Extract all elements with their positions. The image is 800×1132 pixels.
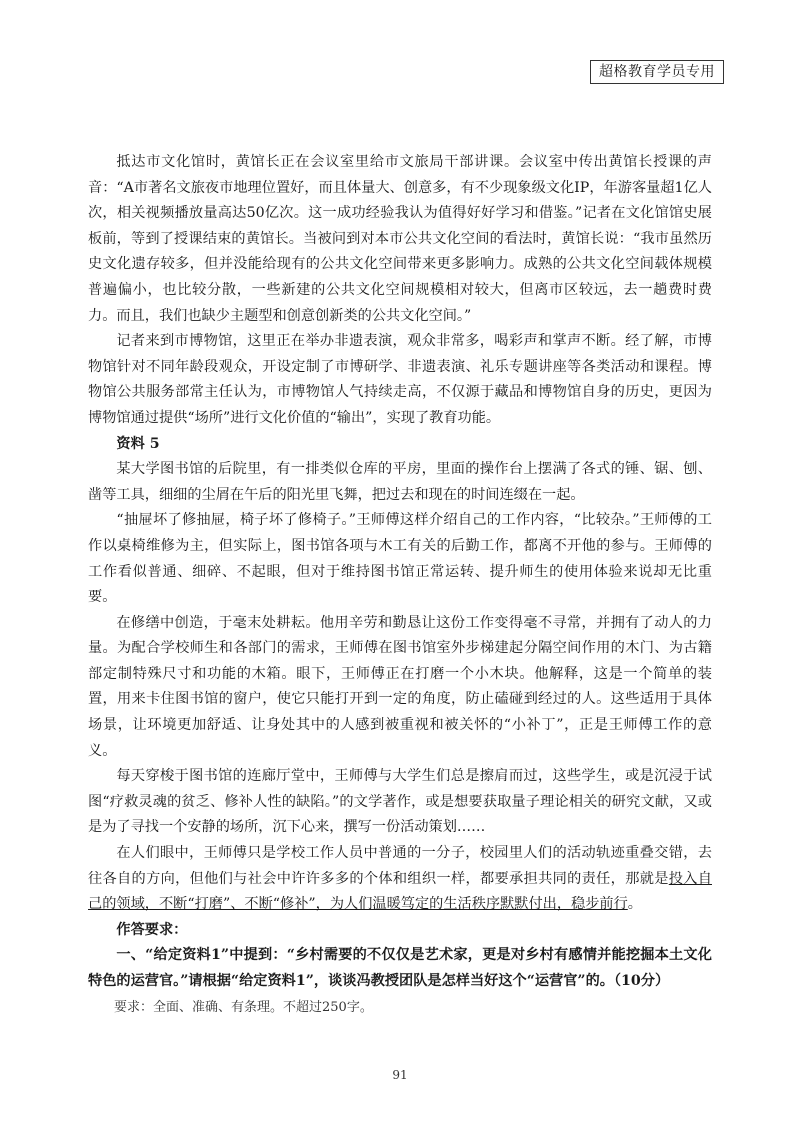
paragraph-2: 记者来到市博物馆，这里正在举办非遗表演，观众非常多，喝彩声和掌声不断。经了解，市博物馆针对不同年龄段观众，开设定制了市博研学、非遗表演、礼乐专题讲座等各类活动和课程。博物馆公共服务部常主任认为，市博物馆人气持续走高，不仅源于藏品和博物馆自身的历史，更因为博物馆通过提供“场所”进行文化价值的“输出”，实现了教育功能。 — [88, 333, 712, 426]
question-1-note: 要求：全面、准确、有条理。不超过250字。 — [114, 999, 373, 1015]
paragraph-1: 抵达市文化馆时，黄馆长正在会议室里给市文旅局干部讲课。会议室中传出黄馆长授课的声音：“A市著名文旅夜市地理位置好，而且体量大、创意多，有不少现象级文化IP，年游客量超1亿人次，相关视频播放量高达50亿次。这一成功经验我认为值得好好学习和借鉴。”记者在文化馆馆史展板前，等到了授课结束的黄馆长。当被问到对本市公共文化空间的看法时，黄馆长说：“我市虽然历史文化遗存较多，但并没能给现有的公共文化空间带来更多影响力。成熟的公共文化空间载体规模普遍偏小，也比较分散，一些新建的公共文化空间规模相对较大，但离市区较远，去一趟费时费力。而且，我们也缺少主题型和创意创新类的公共文化空间。” — [88, 154, 712, 324]
underlined-phrase: 投入自己的领域，不断“打磨”、不断“修补”，为人们温暖笃定的生活秩序默默付出，稳步前行 — [88, 870, 712, 913]
watermark-label: 超格教育学员专用 — [590, 60, 724, 84]
question-1: 一、“给定资料1”中提到：“乡村需要的不仅仅是艺术家，更是对乡村有感情并能挖掘本土文化特色的运营官。”请根据“给定资料1”，谈谈冯教授团队是怎样当好这个“运营官”的。（10分） — [88, 947, 712, 989]
page-number: 91 — [392, 1068, 408, 1082]
document-body — [88, 150, 712, 1020]
paragraph-6: 每天穿梭于图书馆的连廊厅堂中，王师傅与大学生们总是擦肩而过，这些学生，或是沉浸于试图“疗救灵魂的贫乏、修补人性的缺陷。”的文学著作，或是想要获取量子理论相关的研究文献，又或是为了寻找一个安静的场所，沉下心来，撰写一份活动策划…… — [88, 768, 712, 836]
paragraph-3: 某大学图书馆的后院里，有一排类似仓库的平房，里面的操作台上摆满了各式的锤、锯、刨、凿等工具，细细的尘屑在午后的阳光里飞舞，把过去和现在的时间连缀在一起。 — [88, 461, 712, 503]
requirements-title: 作答要求： — [116, 921, 188, 938]
paragraph-5: 在修缮中创造，于毫末处耕耘。他用辛劳和勤恳让这份工作变得毫不寻常，并拥有了动人的力量。为配合学校师生和各部门的需求，王师傅在图书馆室外步梯建起分隔空间作用的木门、为古籍部定制特殊尺寸和功能的木箱。眼下，王师傅正在打磨一个小木块。他解释，这是一个简单的装置，用来卡住图书馆的窗户，使它只能打开到一定的角度，防止磕碰到经过的人。这些适用于具体场景，让环境更加舒适、让身处其中的人感到被重视和被关怀的“小补丁”，正是王师傅工作的意义。 — [88, 614, 712, 759]
section-title: 资料 5 — [116, 435, 160, 452]
paragraph-7-end: 。 — [627, 896, 642, 913]
paragraph-4: “抽屉坏了修抽屉，椅子坏了修椅子。”王师傅这样介绍自己的工作内容，“比较杂。”王师傅的工作以桌椅维修为主，但实际上，图书馆各项与木工有关的后勤工作，都离不开他的参与。王师傅的工作看似普通、细碎、不起眼，但对于维持图书馆正常运转、提升师生的使用体验来说却无比重要。 — [88, 512, 712, 606]
paragraph-7 — [88, 841, 712, 918]
paragraph-7-text: 在人们眼中，王师傅只是学校工作人员中普通的一分子，校园里人们的活动轨迹重叠交错，去往各自的方向，但他们与社会中许许多多的个体和组织一样，都要承担共同的责任，那就是 — [88, 845, 712, 887]
